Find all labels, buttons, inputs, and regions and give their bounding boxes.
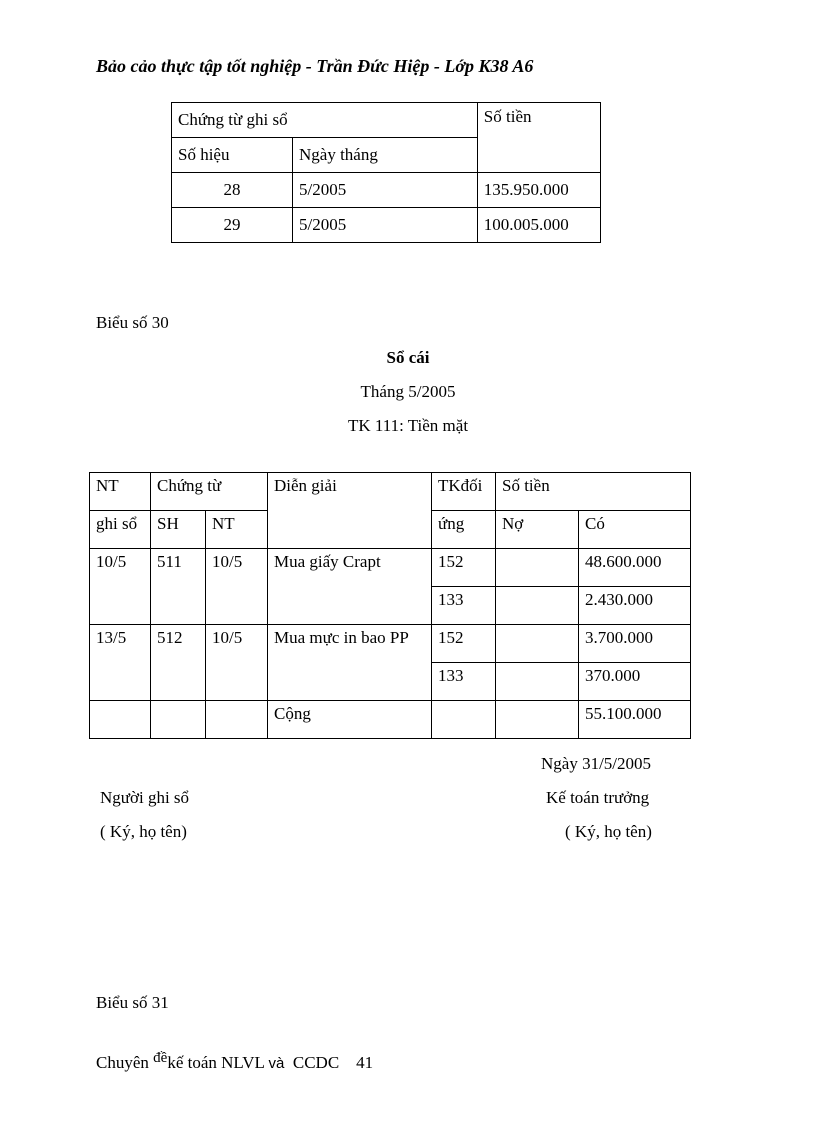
voucher-amount: 100.005.000	[477, 208, 600, 243]
nt-sub-header: NT	[206, 511, 268, 549]
credit-cell: 370.000	[579, 663, 691, 701]
ledger-table	[89, 472, 691, 739]
empty-cell	[151, 701, 206, 739]
total-label: Cộng	[268, 701, 432, 739]
voucher-sh: 511	[151, 549, 206, 625]
voucher-col-header: Chứng từ ghi sổ	[172, 103, 478, 138]
ledger-month: Tháng 5/2005	[360, 382, 456, 401]
debit-header: Nợ	[496, 511, 579, 549]
contra-account: 152	[432, 549, 496, 587]
credit-header: Có	[579, 511, 691, 549]
contra-account: 133	[432, 587, 496, 625]
voucher-sh: 512	[151, 625, 206, 701]
amount-col-header: Số tiền	[477, 103, 600, 173]
empty-cell	[432, 701, 496, 739]
table-row	[172, 173, 601, 208]
ledger-title: Sổ cái	[386, 348, 430, 367]
amount-header: Số tiền	[496, 473, 691, 511]
footer-text: đề	[153, 1050, 168, 1066]
empty-cell	[90, 701, 151, 739]
bookkeeper-sign-note: ( Ký, họ tên)	[100, 822, 187, 841]
bookkeeper-label: Người ghi sổ	[100, 788, 190, 807]
page-footer	[96, 1050, 374, 1073]
record-date: 10/5	[90, 549, 151, 625]
ledger-account: TK 111: Tiền mặt	[347, 416, 469, 435]
nt-header: NT	[90, 473, 151, 511]
contra-account: 152	[432, 625, 496, 663]
sh-header: SH	[151, 511, 206, 549]
voucher-amount: 135.950.000	[477, 173, 600, 208]
credit-cell: 2.430.000	[579, 587, 691, 625]
footer-text: kế	[167, 1053, 184, 1072]
empty-cell	[206, 701, 268, 739]
chief-accountant-sign-note: ( Ký, họ tên)	[565, 822, 652, 841]
contra-account: 133	[432, 663, 496, 701]
form-number-30: Biểu số 30	[96, 313, 169, 332]
number-col-header: Số hiệu	[172, 138, 293, 173]
table-row	[172, 208, 601, 243]
description: Mua giấy Crapt	[268, 549, 432, 625]
voucher-date: 5/2005	[293, 208, 478, 243]
footer-text: CCDC	[292, 1053, 340, 1072]
debit-cell	[496, 625, 579, 663]
voucher-nt: 10/5	[206, 625, 268, 701]
sign-date: Ngày 31/5/2005	[541, 754, 652, 773]
voucher-date: 5/2005	[293, 173, 478, 208]
table-row	[90, 549, 691, 587]
empty-cell	[496, 701, 579, 739]
form-number-31: Biểu số 31	[96, 993, 169, 1012]
voucher-number: 29	[172, 208, 293, 243]
debit-cell	[496, 587, 579, 625]
page-number: 41	[356, 1053, 374, 1072]
account-header: TKđối	[432, 473, 496, 511]
description-header: Diễn giải	[268, 473, 432, 549]
total-row	[90, 701, 691, 739]
footer-text: Chuyên	[96, 1053, 149, 1072]
footer-text: và	[268, 1055, 285, 1072]
document-header: Bảo cảo thực tập tốt nghiệp - Trần Đức Hiệp - Lớp K38 A6	[96, 56, 534, 76]
voucher-nt: 10/5	[206, 549, 268, 625]
credit-cell: 3.700.000	[579, 625, 691, 663]
account-sub-header: ứng	[432, 511, 496, 549]
voucher-table	[171, 102, 601, 243]
record-date: 13/5	[90, 625, 151, 701]
footer-text: toán NLVL	[187, 1053, 265, 1072]
date-col-header: Ngày tháng	[293, 138, 478, 173]
description: Mua mực in bao PP	[268, 625, 432, 701]
debit-cell	[496, 663, 579, 701]
voucher-header: Chứng từ	[151, 473, 268, 511]
record-date-header: ghi sổ	[90, 511, 151, 549]
voucher-number: 28	[172, 173, 293, 208]
debit-cell	[496, 549, 579, 587]
credit-cell: 48.600.000	[579, 549, 691, 587]
total-credit: 55.100.000	[579, 701, 691, 739]
chief-accountant-label: Kế toán trưởng	[546, 788, 650, 807]
table-row	[90, 625, 691, 663]
